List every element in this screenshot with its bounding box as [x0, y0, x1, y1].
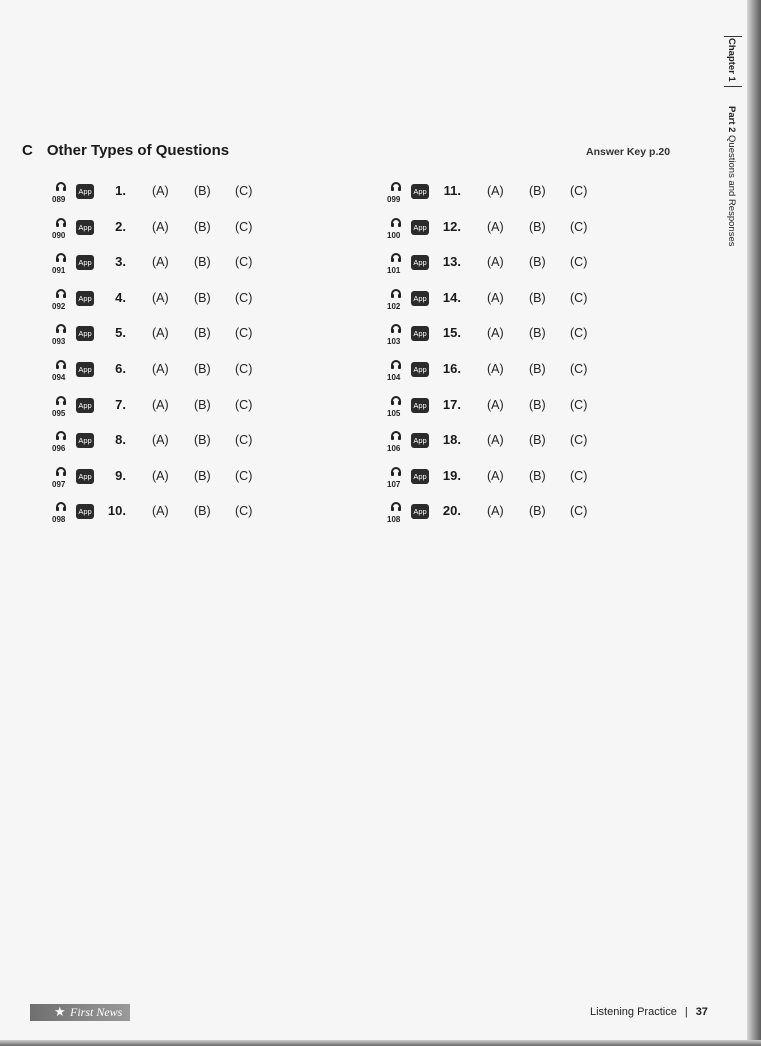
- audio-track[interactable]: [52, 182, 72, 210]
- app-icon[interactable]: App: [411, 504, 429, 519]
- app-icon[interactable]: App: [411, 255, 429, 270]
- option-c[interactable]: (C): [235, 433, 253, 448]
- option-a[interactable]: (A): [152, 255, 169, 270]
- chapter-rule-top: [724, 36, 742, 37]
- option-a[interactable]: (A): [152, 504, 169, 519]
- question-row: [52, 214, 312, 250]
- option-b[interactable]: (B): [529, 433, 546, 448]
- option-b[interactable]: (B): [529, 255, 546, 270]
- app-icon[interactable]: App: [76, 326, 94, 341]
- question-column-left: [52, 178, 312, 534]
- audio-track[interactable]: [52, 218, 72, 246]
- app-icon[interactable]: App: [411, 326, 429, 341]
- question-number: 13.: [442, 254, 461, 270]
- option-b[interactable]: (B): [529, 326, 546, 341]
- headphone-icon: [391, 396, 401, 404]
- headphone-icon: [56, 396, 66, 404]
- app-icon[interactable]: App: [411, 469, 429, 484]
- question-number: 2.: [115, 218, 126, 234]
- audio-track[interactable]: [52, 396, 72, 424]
- page-edge-shadow: [747, 0, 761, 1046]
- page-bottom-shadow: [0, 1040, 761, 1046]
- question-number: 20.: [442, 503, 461, 519]
- option-b[interactable]: (B): [194, 326, 211, 341]
- question-number: 4.: [115, 289, 126, 305]
- option-a[interactable]: (A): [487, 290, 504, 305]
- option-b[interactable]: (B): [194, 433, 211, 448]
- question-number: 16.: [442, 360, 461, 376]
- headphone-icon: [391, 253, 401, 261]
- track-number: 090: [52, 230, 66, 240]
- app-icon[interactable]: App: [76, 291, 94, 306]
- option-a[interactable]: (A): [152, 219, 169, 234]
- audio-track[interactable]: [387, 253, 407, 281]
- track-number: 100: [387, 230, 401, 240]
- headphone-icon: [56, 467, 66, 475]
- app-icon[interactable]: App: [411, 362, 429, 377]
- option-b[interactable]: (B): [529, 361, 546, 376]
- headphone-icon: [391, 218, 401, 226]
- option-b[interactable]: (B): [194, 290, 211, 305]
- headphone-icon: [56, 431, 66, 439]
- track-number: 103: [387, 337, 401, 347]
- audio-track[interactable]: [387, 396, 407, 424]
- audio-track[interactable]: [387, 289, 407, 317]
- chapter-label: Chapter 1: [726, 38, 737, 82]
- option-c[interactable]: (C): [570, 326, 588, 341]
- option-b[interactable]: (B): [529, 184, 546, 198]
- option-a[interactable]: (A): [152, 361, 169, 376]
- option-c[interactable]: (C): [570, 504, 588, 519]
- section-heading: [22, 142, 229, 159]
- question-row: [387, 320, 647, 356]
- headphone-icon: [56, 289, 66, 297]
- audio-track[interactable]: [52, 431, 72, 459]
- option-b[interactable]: (B): [194, 504, 211, 519]
- track-number: 095: [52, 408, 66, 418]
- question-row: [387, 178, 647, 214]
- audio-track[interactable]: [52, 360, 72, 388]
- option-c[interactable]: (C): [235, 219, 253, 234]
- section-letter: C: [22, 142, 33, 159]
- headphone-icon: [391, 502, 401, 510]
- option-b[interactable]: (B): [194, 184, 211, 198]
- track-number: 107: [387, 479, 401, 489]
- app-icon[interactable]: App: [76, 362, 94, 377]
- headphone-icon: [391, 324, 401, 332]
- question-number: 9.: [115, 467, 126, 483]
- option-a[interactable]: (A): [487, 255, 504, 270]
- app-icon[interactable]: App: [76, 398, 94, 413]
- publisher-logo: [30, 1004, 130, 1021]
- footer-section-name: Listening Practice: [590, 1006, 677, 1018]
- question-number: 19.: [442, 467, 461, 483]
- question-row: [387, 498, 647, 534]
- option-a[interactable]: (A): [152, 468, 169, 483]
- question-number: 7.: [115, 396, 126, 412]
- option-a[interactable]: (A): [487, 326, 504, 341]
- part-number: Part 2: [726, 106, 737, 133]
- headphone-icon: [391, 289, 401, 297]
- question-number: 6.: [115, 360, 126, 376]
- headphone-icon: [391, 182, 401, 190]
- headphone-icon: [56, 253, 66, 261]
- question-row: [387, 214, 647, 250]
- option-c[interactable]: (C): [235, 326, 253, 341]
- option-a[interactable]: (A): [152, 397, 169, 412]
- audio-track[interactable]: [387, 182, 407, 210]
- question-number: 3.: [115, 254, 126, 270]
- option-b[interactable]: (B): [529, 219, 546, 234]
- option-c[interactable]: (C): [235, 290, 253, 305]
- track-number: 091: [52, 266, 66, 276]
- option-b[interactable]: (B): [529, 397, 546, 412]
- headphone-icon: [56, 324, 66, 332]
- question-column-right: [387, 178, 647, 534]
- answer-key-reference: Answer Key p.20: [586, 146, 671, 158]
- track-number: 099: [387, 195, 401, 204]
- footer-separator: |: [684, 1006, 688, 1018]
- audio-track[interactable]: [387, 324, 407, 352]
- question-row: [52, 356, 312, 392]
- option-c[interactable]: (C): [235, 468, 253, 483]
- audio-track[interactable]: [387, 502, 407, 530]
- option-c[interactable]: (C): [570, 468, 588, 483]
- track-number: 098: [52, 515, 66, 525]
- option-c[interactable]: (C): [570, 361, 588, 376]
- question-number: 10.: [107, 503, 126, 519]
- question-number: 12.: [442, 218, 461, 234]
- headphone-icon: [56, 502, 66, 510]
- option-a[interactable]: (A): [487, 433, 504, 448]
- question-row: [52, 285, 312, 321]
- question-number: 11.: [443, 183, 461, 198]
- question-row: [387, 249, 647, 285]
- option-b[interactable]: (B): [194, 397, 211, 412]
- headphone-icon: [56, 182, 66, 190]
- page-number: 37: [695, 1006, 708, 1018]
- track-number: 089: [52, 195, 66, 204]
- option-c[interactable]: (C): [235, 361, 253, 376]
- headphone-icon: [391, 431, 401, 439]
- audio-track[interactable]: [52, 324, 72, 352]
- audio-track[interactable]: [52, 289, 72, 317]
- question-row: [52, 427, 312, 463]
- option-c[interactable]: (C): [570, 184, 588, 198]
- part-label: [726, 106, 737, 246]
- app-icon[interactable]: App: [76, 220, 94, 235]
- option-c[interactable]: (C): [570, 433, 588, 448]
- part-title: Questions and Responses: [726, 135, 737, 247]
- option-b[interactable]: (B): [194, 468, 211, 483]
- option-b[interactable]: (B): [529, 504, 546, 519]
- option-c[interactable]: (C): [570, 219, 588, 234]
- app-icon[interactable]: App: [411, 433, 429, 448]
- audio-track[interactable]: [52, 502, 72, 530]
- option-c[interactable]: (C): [235, 255, 253, 270]
- page-footer: [590, 1006, 708, 1018]
- option-c[interactable]: (C): [235, 504, 253, 519]
- audio-track[interactable]: [387, 218, 407, 246]
- option-a[interactable]: (A): [152, 326, 169, 341]
- audio-track[interactable]: [387, 360, 407, 388]
- question-number: 14.: [442, 289, 461, 305]
- headphone-icon: [56, 360, 66, 368]
- question-row: [52, 498, 312, 534]
- app-icon[interactable]: App: [76, 504, 94, 519]
- option-b[interactable]: (B): [194, 255, 211, 270]
- track-number: 108: [387, 515, 401, 525]
- audio-track[interactable]: [387, 467, 407, 495]
- track-number: 092: [52, 301, 66, 311]
- app-icon[interactable]: App: [411, 184, 429, 199]
- track-number: 097: [52, 479, 66, 489]
- question-number: 15.: [442, 325, 461, 341]
- option-a[interactable]: (A): [487, 504, 504, 519]
- track-number: 094: [52, 372, 66, 382]
- app-icon[interactable]: App: [76, 433, 94, 448]
- app-icon[interactable]: App: [411, 291, 429, 306]
- option-b[interactable]: (B): [529, 468, 546, 483]
- option-c[interactable]: (C): [570, 290, 588, 305]
- track-number: 093: [52, 337, 66, 347]
- option-c[interactable]: (C): [570, 255, 588, 270]
- star-icon: ★: [54, 1005, 66, 1020]
- question-number: 17.: [442, 396, 461, 412]
- option-a[interactable]: (A): [487, 219, 504, 234]
- option-b[interactable]: (B): [194, 361, 211, 376]
- app-icon[interactable]: App: [76, 255, 94, 270]
- option-b[interactable]: (B): [194, 219, 211, 234]
- question-number: 18.: [442, 432, 461, 448]
- question-row: [52, 320, 312, 356]
- audio-track[interactable]: [52, 467, 72, 495]
- option-c[interactable]: (C): [235, 397, 253, 412]
- track-number: 106: [387, 444, 401, 454]
- track-number: 102: [387, 301, 401, 311]
- question-row: [52, 463, 312, 499]
- question-row: [387, 427, 647, 463]
- question-row: [52, 392, 312, 428]
- track-number: 104: [387, 372, 401, 382]
- chapter-rule-bottom: [724, 86, 742, 87]
- question-row: [52, 178, 312, 214]
- headphone-icon: [391, 360, 401, 368]
- chapter-side-tab: [722, 36, 746, 276]
- app-icon[interactable]: App: [76, 184, 94, 199]
- app-icon[interactable]: App: [411, 220, 429, 235]
- option-a[interactable]: (A): [152, 290, 169, 305]
- question-row: [387, 392, 647, 428]
- question-number: 8.: [115, 432, 126, 448]
- headphone-icon: [56, 218, 66, 226]
- audio-track[interactable]: [387, 431, 407, 459]
- option-a[interactable]: (A): [487, 468, 504, 483]
- option-c[interactable]: (C): [235, 184, 253, 198]
- app-icon[interactable]: App: [411, 398, 429, 413]
- option-a[interactable]: (A): [487, 397, 504, 412]
- question-row: [387, 356, 647, 392]
- app-icon[interactable]: App: [76, 469, 94, 484]
- publisher-name: First News: [70, 1005, 123, 1019]
- option-a[interactable]: (A): [152, 184, 169, 198]
- question-row: [387, 285, 647, 321]
- headphone-icon: [391, 467, 401, 475]
- option-b[interactable]: (B): [529, 290, 546, 305]
- audio-track[interactable]: [52, 253, 72, 281]
- question-number: 1.: [115, 183, 126, 198]
- track-number: 101: [387, 266, 401, 276]
- question-row: [387, 463, 647, 499]
- option-a[interactable]: (A): [487, 361, 504, 376]
- option-c[interactable]: (C): [570, 397, 588, 412]
- section-title: Other Types of Questions: [46, 142, 230, 159]
- track-number: 096: [52, 444, 66, 454]
- option-a[interactable]: (A): [152, 433, 169, 448]
- question-row: [52, 249, 312, 285]
- track-number: 105: [387, 408, 401, 418]
- question-number: 5.: [115, 325, 126, 341]
- option-a[interactable]: (A): [487, 184, 504, 198]
